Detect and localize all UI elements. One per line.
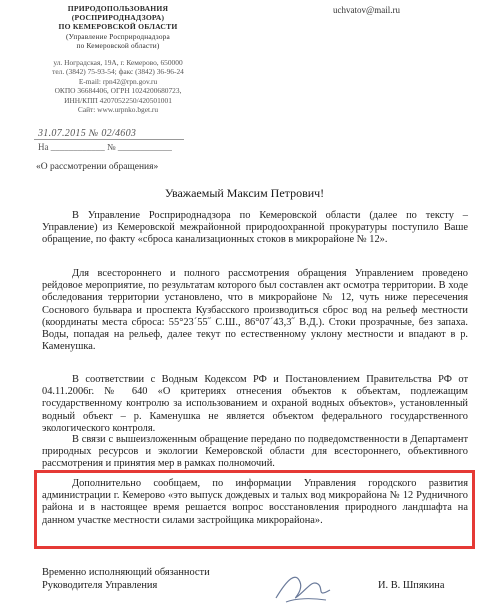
address-line: ул. Ноградская, 19А, г. Кемерово, 650000	[53, 58, 183, 67]
org-name-line: (РОСПРИРОДНАДЗОРА)	[71, 13, 165, 23]
position-line-2: Руководителя Управления	[42, 580, 158, 591]
reference-row: На ____________ № ____________	[38, 142, 172, 152]
paragraph-2: Для всестороннего и полного рассмотрения обращения Управлением проведено рейдовое мероприятие, по результатам которого был составлен акт осмотра территории. В ходе обследования территории установлено, что в микрорайоне № 12, чуть ниже пересечения Соснового бульвара и проспекта Кузбасского производиться сброс вод на рельеф местности (координаты места сброса: 55°23´55˝ С.Ш., 86°07´43,3˝ В.Д.). Стоки прозрачные, без запаха. Воды, попадая на рельеф, далее текут по естественному уклону местности и впадают в р. Каменушка.	[42, 268, 468, 353]
paragraph-5: Дополнительно сообщаем, по информации Управления городского развития администрации г. Кемерово «это выпуск дождевых и талых вод микрорайона № 12 Рудничного района и в настоящее время решается вопрос восстановления природного ландшафта на данном участке местности силами застройщика микрорайона».	[42, 478, 468, 526]
highlight-box	[34, 470, 475, 549]
signatory-name: И. В. Шпякина	[378, 580, 445, 591]
greeting: Уважаемый Максим Петрович!	[164, 186, 325, 200]
org-sub-line: (Управление Росприроднадзора	[66, 31, 170, 41]
letter-subject: «О рассмотрении обращения»	[36, 162, 159, 172]
inn-line: ИНН/КПП 4207052250/420501001	[64, 95, 172, 105]
signatory-position	[42, 566, 210, 592]
org-name-line: ПО КЕМЕРОВСКОЙ ОБЛАСТИ	[58, 22, 178, 32]
position-line-1: Временно исполняющий обязанности	[42, 567, 210, 578]
letter-number: 31.07.2015 № 02/4603	[38, 128, 137, 139]
org-sub-line: по Кемеровской области)	[76, 40, 160, 50]
recipient-email: uchvatov@mail.ru	[333, 5, 401, 15]
org-name-line: ПРИРОДОПОЛЬЗОВАНИЯ	[67, 4, 169, 13]
paragraph-1: В Управление Росприроднадзора по Кемеровской области (далее по тексту – Управление) из Кемеровской межрайонной природоохранной прокуратуры поступило Ваше обращение, по факту «сброса канализационных стоков в микрорайоне № 12».	[42, 210, 468, 246]
email-line: E-mail: rpn42@rpn.gov.ru	[78, 76, 158, 86]
contact-block	[30, 58, 206, 114]
paragraph-3: В соответствии с Водным Кодексом РФ и Постановлением Правительства РФ от 04.11.2006г. № 640 «О критериях отнесения объектов к объектам, подлежащим государственному контролю за использованием и охраной водных объектов», установленный водный объект – р. Каменушка не является объектом федерального государственного экологического контроля.	[42, 374, 468, 434]
handwritten-signature	[268, 568, 338, 608]
okpo-line: ОКПО 36684406, ОГРН 1024200680723,	[54, 86, 182, 96]
organization-header	[30, 4, 206, 50]
paragraph-4: В связи с вышеизложенным обращение передано по подведомственности в Департамент природных ресурсов и экологии Кемеровской области для всестороннего, объективного рассмотрения и принятия мер в рамках полномочий.	[42, 434, 468, 470]
website-line: Сайт: www.urpnko.bget.ru	[77, 105, 159, 115]
divider	[34, 139, 184, 140]
phone-line: тел. (3842) 75-93-54; факс (3842) 36-96-24	[52, 67, 184, 77]
